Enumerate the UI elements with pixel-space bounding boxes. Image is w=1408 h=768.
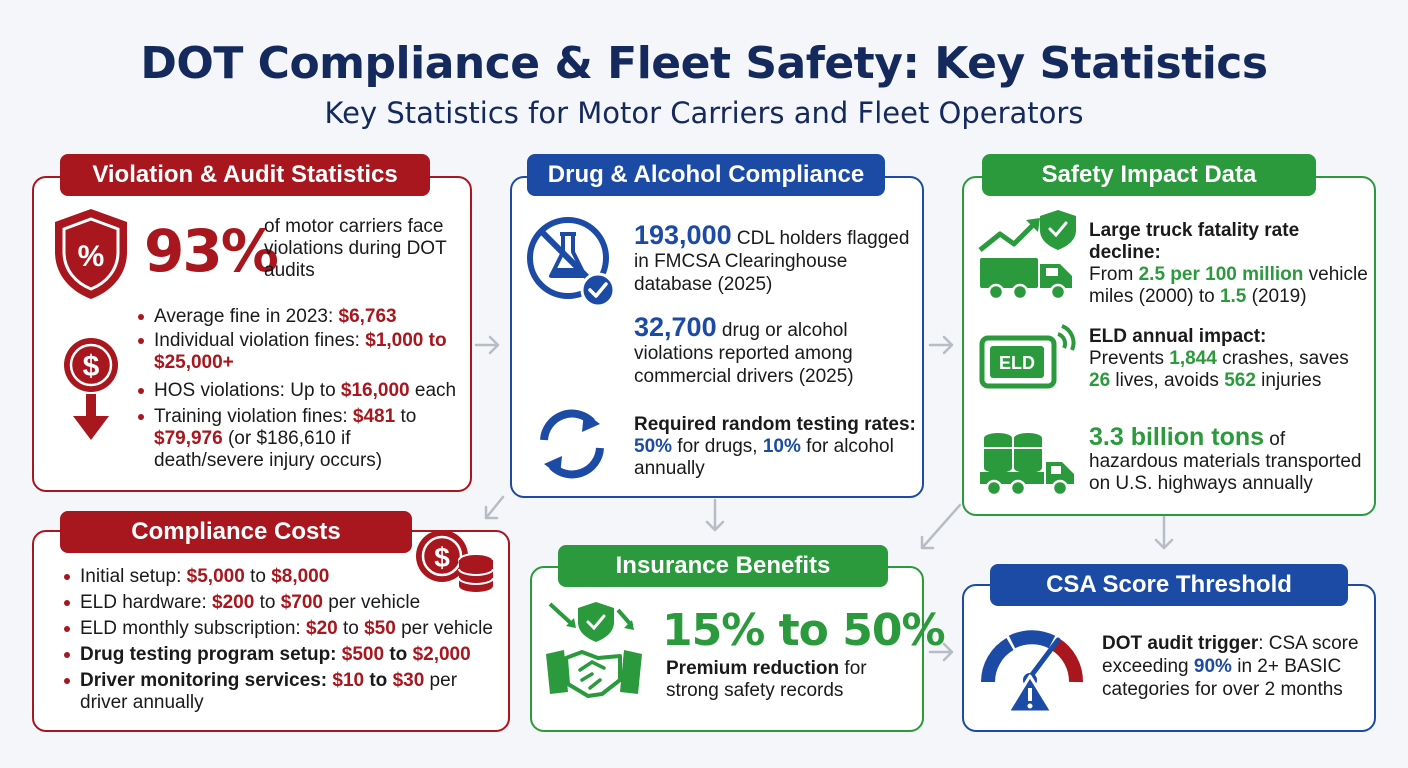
- violation-big-desc: of motor carriers face violations during DOT audits: [264, 216, 447, 281]
- eld-device-icon: [976, 320, 1080, 392]
- chart-truck-shield-icon: [976, 208, 1080, 300]
- csa-desc: DOT audit trigger: CSA score exceeding 90% in 2+ BASIC categories for over 2 months: [1102, 633, 1359, 700]
- refresh-cycle-icon: [530, 406, 614, 482]
- drug-stat1: 193,000 CDL holders flagged in FMCSA Clearinghouse database (2025): [634, 220, 910, 295]
- list-item: Drug testing program setup: $500 to $2,000: [62, 644, 502, 666]
- violation-list: [136, 306, 462, 472]
- no-flask-check-icon: [524, 210, 620, 310]
- page-subtitle: Key Statistics for Motor Carriers and Fleet Operators: [324, 96, 1084, 130]
- gauge-warning-icon: [976, 610, 1088, 716]
- drug-stat3: Required random testing rates: 50% for drugs, 10% for alcohol annually: [634, 414, 916, 479]
- eld-label: ELD: [999, 353, 1035, 373]
- safety-tab: Safety Impact Data: [982, 154, 1316, 196]
- svg-text:$: $: [82, 350, 100, 383]
- list-item: Individual violation fines: $1,000 to $25,000+: [136, 330, 462, 374]
- safety-stat1: Large truck fatality rate decline: From 2.5 per 100 million vehicle miles (2000) to 1.5 (2019): [1089, 220, 1368, 307]
- svg-text:$: $: [434, 542, 450, 573]
- list-item: Training violation fines: $481 to $79,976 (or $186,610 if death/severe injury occurs): [136, 406, 462, 472]
- csa-tab: CSA Score Threshold: [990, 564, 1348, 606]
- list-item: HOS violations: Up to $16,000 each: [136, 380, 462, 402]
- safety-stat3: 3.3 billion tons of hazardous materials transported on U.S. highways annually: [1089, 423, 1362, 494]
- safety-stat2: ELD annual impact: Prevents 1,844 crashes, saves 26 lives, avoids 562 injuries: [1089, 326, 1349, 391]
- list-item: Initial setup: $5,000 to $8,000: [62, 566, 502, 588]
- costs-list: [62, 566, 502, 714]
- insurance-desc: Premium reduction for strong safety records: [666, 658, 867, 701]
- list-item: Driver monitoring services: $10 to $30 per driver annually: [62, 670, 502, 714]
- svg-text:%: %: [77, 240, 105, 273]
- violation-tab: Violation & Audit Statistics: [60, 154, 430, 196]
- violation-big-value: 93%: [144, 217, 277, 285]
- shield-percent-icon: [50, 206, 132, 302]
- list-item: ELD hardware: $200 to $700 per vehicle: [62, 592, 502, 614]
- hazmat-truck-icon: [976, 424, 1080, 500]
- list-item: ELD monthly subscription: $20 to $50 per vehicle: [62, 618, 502, 640]
- drug-tab: Drug & Alcohol Compliance: [527, 154, 885, 196]
- handshake-shield-icon: [542, 596, 646, 708]
- dollar-down-arrow-icon: [60, 334, 122, 442]
- costs-tab: Compliance Costs: [60, 511, 412, 553]
- page-title: DOT Compliance & Fleet Safety: Key Statistics: [140, 38, 1268, 89]
- insurance-tab: Insurance Benefits: [558, 545, 888, 587]
- list-item: Average fine in 2023: $6,763: [136, 306, 462, 328]
- insurance-big-value: 15% to 50%: [662, 605, 945, 656]
- drug-stat2: 32,700 drug or alcohol violations reported among commercial drivers (2025): [634, 312, 854, 387]
